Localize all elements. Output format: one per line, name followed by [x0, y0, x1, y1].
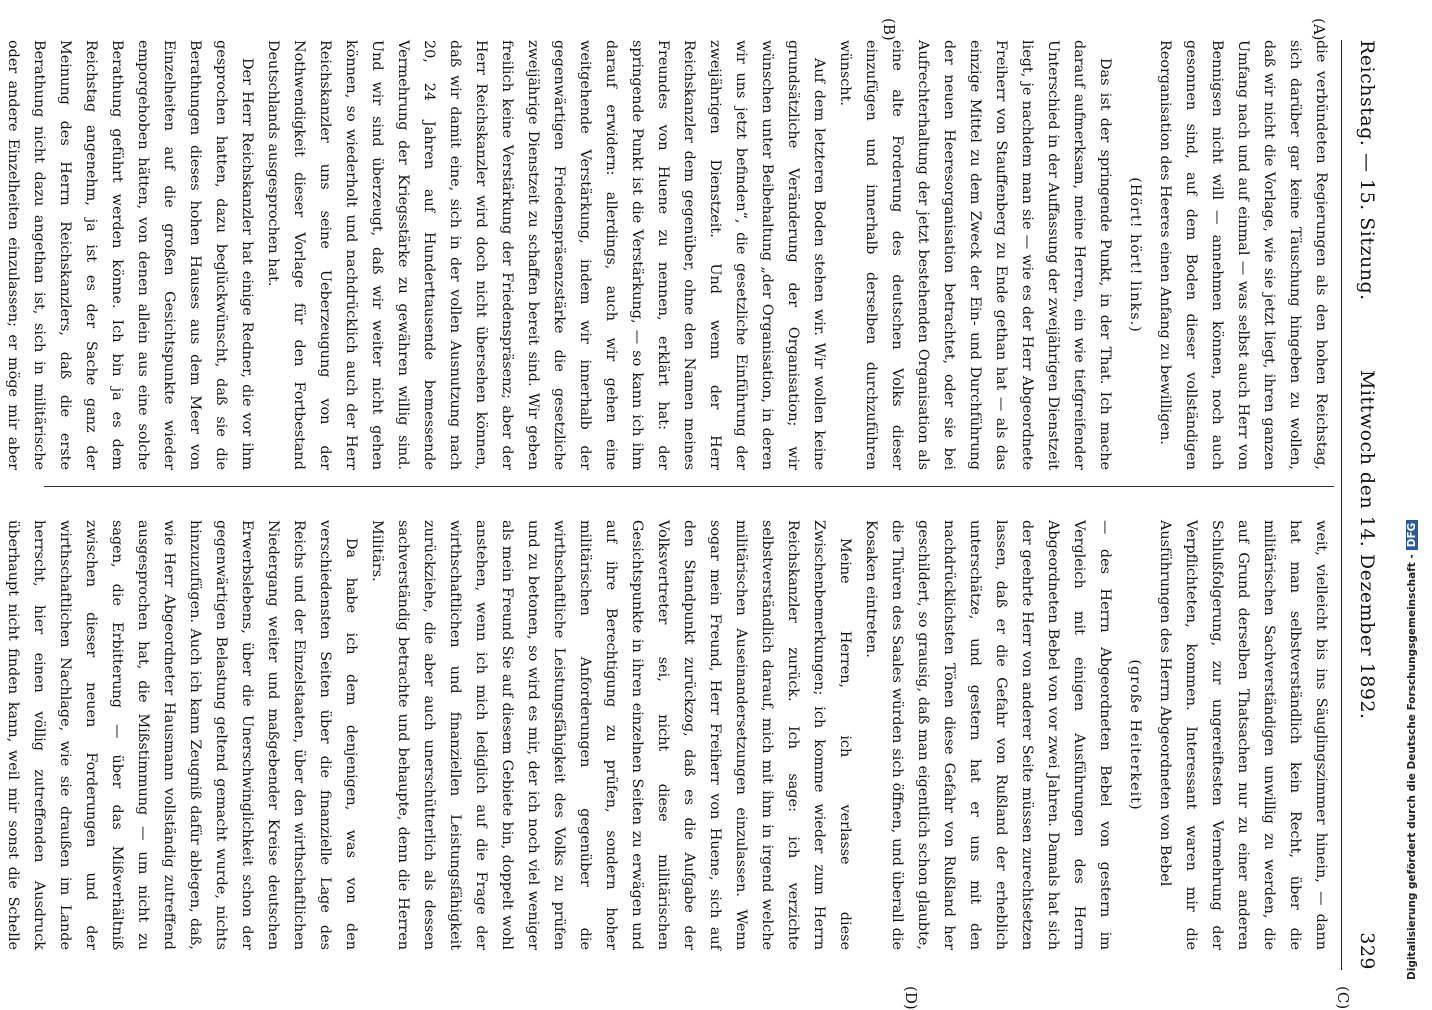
paragraph: — des Herrn Abgeordneten Bebel von gestern im Vergleich mit einigen Ausführungen des Herrn Abgeordneten Bebel von vor zwei Jahren. Damals hat sich der geehrte Herr von anderer Seite müssen zurechtsetzen lassen, daß er die Gefahr von Rußland der erheblich unterschätze, und gestern hat er uns mit den nachdrücklichsten Tönen diese Gefahr von Rußland her geschildert, so grausig, daß man eigentlich schon glaubte, die Thüren des Saales würden sich öffnen, und überall die Kosaken eintreten.	[863, 520, 1113, 950]
dfg-logo: DFG	[1406, 520, 1418, 551]
page-header	[1344, 40, 1384, 970]
paragraph: Der Herr Reichskanzler hat einige Redner, die vor ihm gesprochen hatten, dazu beglückwünscht, daß sie die Berathungen dieses hohen Hauses aus dem Meer von Einzelheiten auf die großen Gesichtspunkte wieder emporgehoben hätten, von denen allein aus eine solche Berathung geführt werden könne. Ich bin ja es dem Reichstag angenehm, ja ist es der Sache ganz der Meinung des Herrn Reichskanzlers, daß die erste Berathung nicht dazu angethan ist, sich in militärische oder andere Einzelheiten einzulassen; er möge mir aber	[5, 40, 255, 470]
margin-marker-c: (C)	[1334, 986, 1352, 1010]
credit-text: Digitalisierung gefördert durch die Deutsche Forschungsgemeinschaft -	[1406, 554, 1418, 980]
paragraph: weit, vielleicht bis ins Säuglingszimmer hinein, — dann hat man selbstverständlich kein Recht, über die militärischen Sachverständigen unwillig zu werden, die auf Grund derselben Thatsachen nur zu einer anderen Schlußfolgerung, zur ungereiftesten Vermehrung der Verpflichteten, kommen. Interessant waren mir die Ausführungen des Herrn Abgeordneten von Bebel	[1157, 520, 1329, 950]
credit-text-line	[1406, 160, 1424, 980]
margin-marker-b: (B)	[880, 18, 898, 41]
paragraph: Da habe ich dem denjenigen, was von den verschiedensten Seiten über die finanzielle Lage des Reichs und der Einzelstaaten, über den wirthschaftlichen Niedergang weiter und maßgebender Kreise deutschen Erwerbslebens, über die Unerschwinglichkeit schon der gegenwärtigen Belastung geltend gemacht wurde, nichts hinzuzufügen. Auch ich kann Zeugniß dafür ablegen, daß, wie Herr Abgeordneter Hausmann vollständig zutreffend ausgesprochen hat, die Mißstimmung — um nicht zu sagen, die Erbitterung — über das Mißverhältniß zwischen dieser neuen Forderungen und der wirthschaftlichen Nachlage, wie sie draußen im Lande herrscht, hier einen völlig zutreffenden Ausdruck überhaupt nicht finden kann, weil mir sonst die Schelle	[5, 520, 359, 950]
paragraph: Auf dem letzteren Boden stehen wir. Wir wollen keine grundsätzliche Veränderung der Organisation; wir wünschen unter Beibehaltung „der Organisation, in deren wir uns jetzt befinden“, die gesetzliche Einführung der zweijährigen Dienstzeit. Und wenn der Herr Reichskanzler dem gegenüber, ohne den Namen meines Freundes von Huene zu nennen, erklärt hat: der springende Punkt ist die Verstärkung, — so kann ich ihm darauf erwidern: allerdings, auch wir gehen eine weitgehende Verstärkung, indem wir innerhalb der gegenwärtigen Friedenspräsenzstärke die gesetzliche zweijährige Dienstzeit zu schaffen bereit sind. Wir geben freilich keine Verstärkung der Friedenspräsenz; aber der Herr Reichskanzler wird doch nicht übersehen können, daß wir damit eine, sich in der vollen Ausnutzung nach 20, 24 Jahren auf Hunderttausende bemessende Vermehrung der Kriegsstärke zu gewähren willig sind. Und wir sind überzeugt, daß wir weiter nicht gehen können, so wiederholt und nachdrücklich auch der Herr Reichskanzler uns seine Ueberzeugung von der Nothwendigkeit dieser Vorlage für den Fortbestand Deutschlands ausgesprochen hat.	[265, 40, 827, 470]
left-column	[5, 40, 1334, 470]
paragraph: Das ist der springende Punkt, in der That. Ich mache darauf aufmerksam, meine Herren, ein wie tiefgreifender Unterschied in der Auffassung der zweijährigen Dienstzeit liegt, je nachdem man sie — wie es der Herr Abgeordnete Freiherr von Stauffenberg zu Ende gethan hat — als das einzige Mittel zu dem Zweck der Ein- und Durchführung der neuen Heeresorganisation betrachtet, oder sie bei Aufrechterhaltung der jetzt bestehenden Organisation als eine alte Forderung des deutschen Volks dieser einzufügen und innerhalb derselben durchzuführen wünscht.	[837, 40, 1113, 470]
margin-marker-d: (D)	[902, 986, 920, 1010]
paragraph: die verbündeten Regierungen als den hohen Reichstag, sich darüber gar keine Täuschung hingeben zu wollen, daß wir nicht die Vorlage, wie sie jetzt liegt, ihren ganzen Umfang nach und auf einmal — was selbst auch Herr von Bennigsen nicht will — annehmen können, noch auch gesonnen sind, auf dem Boden dieser vollständigen Reorganisation des Heeres einen Anfang zu bewilligen.	[1157, 40, 1329, 470]
right-column	[5, 520, 1334, 950]
interjection: (Hört! hört! links.)	[1127, 177, 1143, 333]
column-divider	[44, 486, 1334, 487]
header-date: Mittwoch den 14. Dezember 1892.	[1356, 370, 1378, 720]
paragraph: Meine Herren, ich verlasse diese Zwischenbemerkungen; ich komme wieder zum Herrn Reichskanzler zurück. Ich sage: ich verzichte selbstverständlich darauf, mich mit ihm in irgend welche militärischen Auseinandersetzungen einzulassen. Wenn sogar mein Freund, Herr Freiherr von Huene, sich auf den Standpunkt zurückzog, daß es die Aufgabe der Volksvertreter sei, nicht diese militärischen Gesichtspunkte in ihren einzelnen Seiten zu erwägen und auf ihre Berechtigung zu prüfen, sondern hoher militärischen Anforderungen gegenüber die wirthschaftliche Leistungsfähigkeit des Volks zu prüfen und zu betonen, so wird es mir, der ich noch viel weniger als mein Freund Sie auf diesem Gebiete bin, doppelt wohl anstehen, wenn ich mich lediglich auf die Frage der wirthschaftlichen und finanziellen Leistungsfähigkeit zurückziehe, die aber auch unerschütterlich als dessen sachverständig betrachte und behaupte, denn die Herren Militärs.	[369, 520, 853, 950]
header-title: Reichstag. — 15. Sitzung.	[1356, 40, 1378, 301]
header-rule	[1341, 40, 1342, 970]
margin-marker-a: (A)	[1310, 18, 1328, 41]
document-page	[5, 0, 1398, 1010]
interjection: (große Heiterkeit)	[1127, 659, 1143, 811]
page-number: 329	[1356, 932, 1378, 970]
digitization-credit	[1406, 160, 1424, 980]
